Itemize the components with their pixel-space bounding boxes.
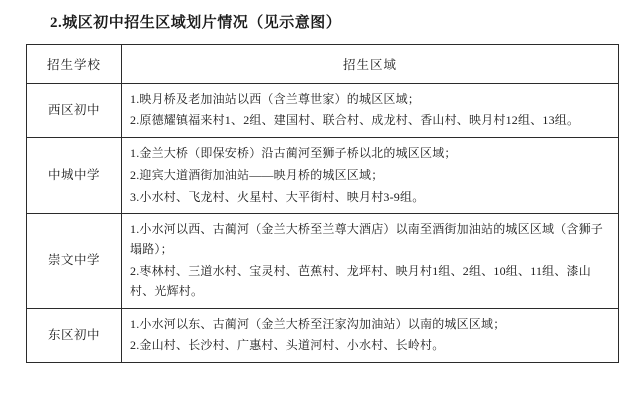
table-row [27, 138, 619, 214]
school-name: 东区初中 [27, 308, 122, 363]
zone-line: 1.小水河以东、古蔺河（金兰大桥至汪家沟加油站）以南的城区区域； [130, 316, 506, 331]
zone-line: 1.金兰大桥（即保安桥）沿古蔺河至狮子桥以北的城区区域； [130, 146, 457, 161]
column-header-zone: 招生区域 [122, 44, 619, 83]
zone-line: 2.原德耀镇福来村1、2组、建国村、联合村、成龙村、香山村、映月村12组、13组。 [130, 113, 580, 128]
school-name: 中城中学 [27, 138, 122, 214]
page-title: 2.城区初中招生区域划片情况（见示意图） [50, 15, 342, 31]
zone-line: 3.小水村、飞龙村、火星村、大平街村、映月村3-9组。 [130, 189, 425, 204]
zone-line: 2.金山村、长沙村、广惠村、头道河村、小水村、长岭村。 [130, 338, 445, 353]
zone-description [122, 308, 619, 363]
school-name: 崇文中学 [27, 214, 122, 308]
table-row [27, 308, 619, 363]
table-row [27, 83, 619, 138]
zone-line: 1.小水河以西、古蔺河（金兰大桥至兰尊大酒店）以南至酒街加油站的城区区域（含狮子塌路）； [130, 222, 604, 257]
enrollment-zone-table [26, 44, 619, 364]
zone-description [122, 83, 619, 138]
zone-line: 2.枣林村、三道水村、宝灵村、芭蕉村、龙坪村、映月村1组、2组、10组、11组、漆山村、光辉村。 [130, 264, 591, 298]
table-header-row [27, 44, 619, 83]
zone-line: 2.迎宾大道酒街加油站――映月桥的城区区域； [130, 167, 384, 182]
table-row [27, 214, 619, 308]
zone-description [122, 214, 619, 308]
zone-line: 1.映月桥及老加油站以西（含兰尊世家）的城区区域； [130, 91, 421, 106]
column-header-school: 招生学校 [27, 44, 122, 83]
school-name: 西区初中 [27, 83, 122, 138]
zone-description [122, 138, 619, 214]
